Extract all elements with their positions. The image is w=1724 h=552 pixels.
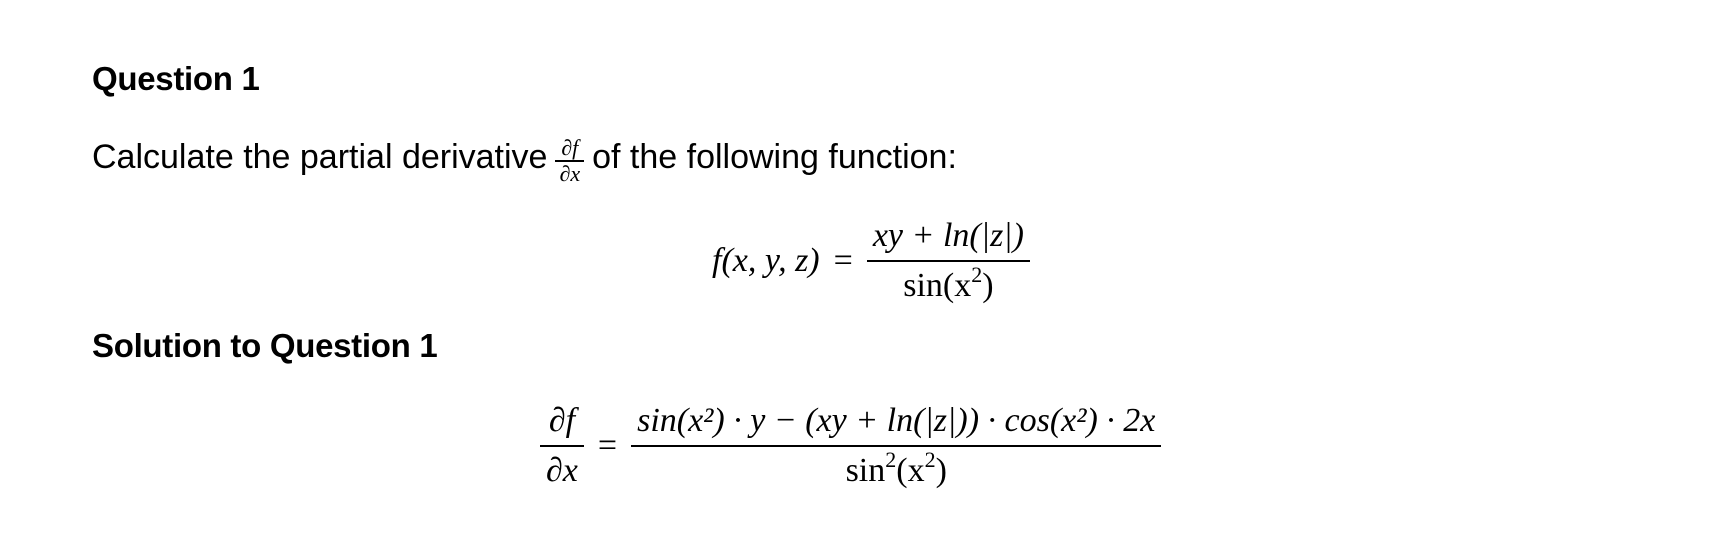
- equals-sign: =: [833, 242, 853, 279]
- lhs-numerator: ∂f: [548, 402, 576, 439]
- lhs-denominator: ∂x: [546, 452, 578, 489]
- denominator-close: ): [982, 267, 994, 304]
- partial-derivative-notation: [555, 136, 584, 186]
- prompt-text-before: Calculate the partial derivative: [92, 137, 548, 176]
- solution-rhs-fraction: [631, 399, 1161, 493]
- partial-x: ∂x: [559, 161, 581, 186]
- sin-exponent: 2: [885, 447, 897, 472]
- denominator-sin: sin: [845, 452, 886, 489]
- rhs-numerator: sin(x²) · y − (xy + ln(|z|)) · cos(x²) · 2x: [637, 402, 1156, 439]
- partial-f: ∂f: [561, 135, 579, 160]
- question-prompt: [92, 132, 957, 186]
- question-heading: Question 1: [92, 60, 260, 97]
- solution-equation: [540, 399, 1161, 493]
- function-equation: [712, 214, 1030, 308]
- function-numerator: xy + ln(|z|): [872, 217, 1024, 254]
- solution-lhs-fraction: [540, 399, 584, 493]
- equals-sign: =: [597, 427, 618, 464]
- function-rhs-fraction: [867, 214, 1030, 308]
- solution-heading: Solution to Question 1: [92, 327, 438, 364]
- arg-exponent: 2: [924, 447, 936, 472]
- denominator-exponent: 2: [971, 262, 983, 287]
- denominator-close: ): [935, 452, 947, 489]
- denominator-base: sin(x: [903, 267, 972, 304]
- function-lhs: f(x, y, z): [712, 242, 820, 279]
- denominator-arg: (x: [896, 452, 925, 489]
- rhs-denominator: [840, 447, 953, 493]
- prompt-text-after: of the following function:: [592, 137, 957, 176]
- function-denominator: [897, 262, 999, 308]
